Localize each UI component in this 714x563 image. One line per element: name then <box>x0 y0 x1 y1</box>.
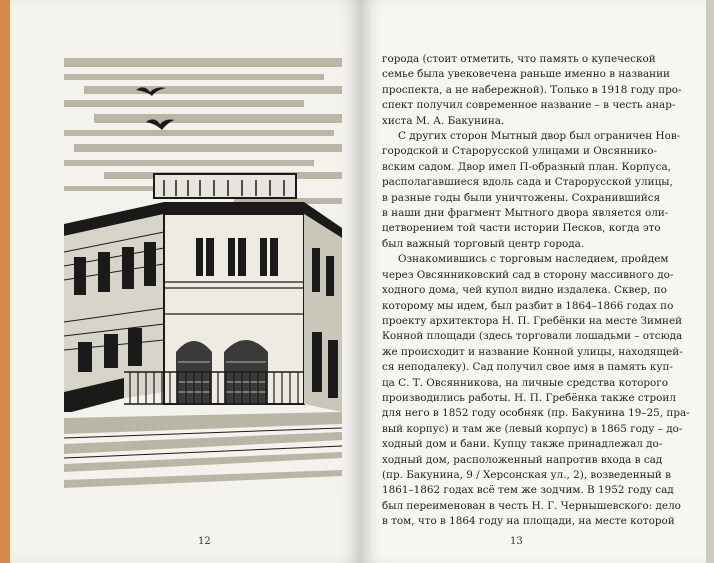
text-line: в том, что в 1864 году на площади, на месте которой <box>382 515 675 528</box>
text-line: (пр. Бакунина, 9 / Херсонская ул., 2), возведенный в <box>382 468 671 481</box>
text-line: вый корпус) и там же (левый корпус) в 1865 году – до- <box>382 422 683 435</box>
text-line: городской и Старорусской улицами и Овсяннико- <box>382 145 658 158</box>
text-line: был переименован в честь Н. Г. Чернышевского: дело <box>382 499 681 512</box>
page-edge <box>706 0 714 563</box>
text-line: семье была увековечена раньше именно в названии <box>382 68 670 81</box>
text-line: производились работы. Н. П. Гребёнка также строил <box>382 391 676 404</box>
building-illustration <box>64 52 342 494</box>
text-line: хиста М. А. Бакунина. <box>382 114 505 127</box>
text-line: Ознакомившись с торговым наследием, пройдем <box>398 253 669 266</box>
text-line: города (стоит отметить, что память о купеческой <box>382 53 656 65</box>
page-number-left: 12 <box>198 536 211 547</box>
text-line: в наши дни фрагмент Мытного двора является оли- <box>382 207 669 220</box>
text-line: С других сторон Мытный двор был ограничен Нов- <box>398 130 681 143</box>
right-page-text <box>382 52 688 530</box>
text-line: ся неподалеку). Сад получил свое имя в память куп- <box>382 361 673 374</box>
text-line: проекту архитектора Н. П. Гребёнки на месте Зимней <box>382 314 683 327</box>
text-line: через Овсянниковский сад в сторону массивного до- <box>382 268 674 281</box>
text-line: для него в 1852 году особняк (пр. Бакунина 19–25, пра- <box>382 407 690 420</box>
text-line: 1861–1862 годах всё тем же зодчим. В 1952 году сад <box>382 484 674 497</box>
text-line: вским садом. Двор имел П-образный план. Корпуса, <box>382 160 671 173</box>
text-line: в разные годы были уничтожены. Сохранившийся <box>382 191 661 204</box>
text-line: спект получил современное название – в честь анар- <box>382 99 676 112</box>
text-line: которому мы идем, был разбит в 1864–1866 годах по <box>382 299 674 312</box>
text-line: Конной площади (здесь торговали лошадьми – отсюда <box>382 330 683 343</box>
text-line: ходный дом, расположенный напротив входа в сад <box>382 453 663 466</box>
text-line: же происходит и название Конной улицы, находящей- <box>382 345 683 358</box>
text-line: располагавшиеся вдоль сада и Старорусской улицы, <box>382 176 673 189</box>
text-line: ца С. Т. Овсянникова, на личные средства которого <box>382 376 668 389</box>
text-line: ходного дома, чей купол видно издалека. Сквер, по <box>382 284 667 297</box>
text-line: ходный дом и бани. Купцу также принадлежал до- <box>382 438 663 451</box>
page-number-right: 13 <box>510 536 523 547</box>
text-line: проспекта, а не набережной). Только в 1918 году про- <box>382 83 682 96</box>
text-line: цетворением той части истории Песков, когда это <box>382 222 661 235</box>
text-line: был важный торговый центр города. <box>382 237 585 250</box>
